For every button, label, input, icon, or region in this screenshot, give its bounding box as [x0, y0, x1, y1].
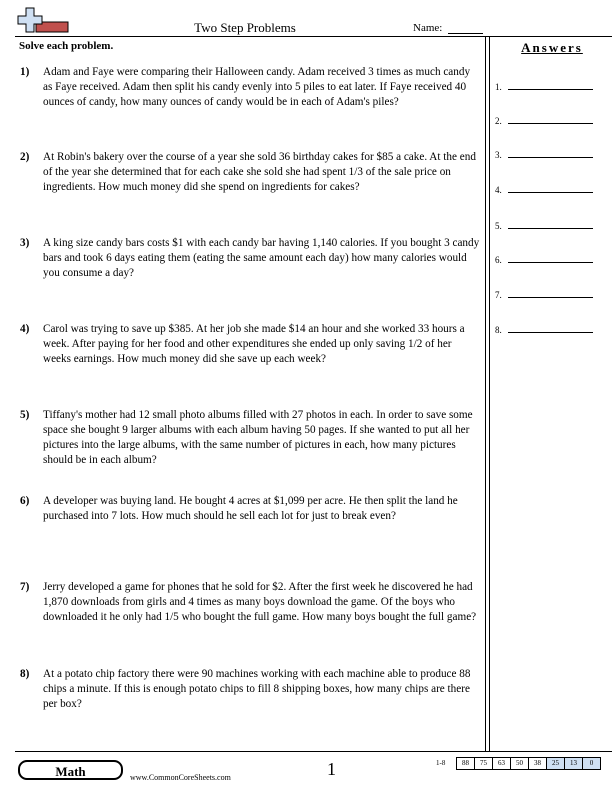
problem-number: 6): [20, 495, 30, 507]
column-divider: [489, 36, 490, 751]
score-cell: 0: [582, 757, 601, 770]
problem-text: Adam and Faye were comparing their Halloween candy. Adam received 3 times as much candy as Faye received. Adam then split his candy evenly into 5 piles to eat later. If Faye received 40 ounces of candy, how many ounces of candy would be in each of Adam's piles?: [43, 66, 471, 108]
header-divider: [15, 36, 612, 37]
problem-2: [20, 150, 480, 195]
website-link[interactable]: www.CommonCoreSheets.com: [130, 773, 231, 782]
instructions: Solve each problem.: [19, 40, 114, 52]
problem-number: 2): [20, 151, 30, 163]
problem-number: 1): [20, 66, 30, 78]
answer-line-6[interactable]: [508, 262, 593, 263]
score-table: [457, 757, 601, 770]
name-label: Name:: [413, 22, 443, 34]
answer-line-8[interactable]: [508, 332, 593, 333]
problem-text: Carol was trying to save up $385. At her job she made $14 an hour and she worked 33 hours a week. After paying for her food and other expenditures she ended up only saving 1/2 of her weeks earnings. How much money did she save up each week?: [43, 323, 465, 365]
problem-text: A developer was buying land. He bought 4 acres at $1,099 per acre. He then split the land he purchased into 7 lots. How much should he sell each lot for just to break even?: [43, 495, 458, 522]
problem-number: 4): [20, 323, 30, 335]
score-cell: 25: [546, 757, 565, 770]
answer-line-1[interactable]: [508, 89, 593, 90]
page-title: Two Step Problems: [194, 20, 296, 35]
column-divider: [485, 36, 486, 751]
problem-text: A king size candy bars costs $1 with each candy bar having 1,140 calories. If you bought 3 candy bars and took 6 days eating them (eating the same amount each day) how many calories would you consume a day?: [43, 237, 480, 279]
problem-7: [20, 580, 480, 625]
problem-text: Tiffany's mother had 12 small photo albums filled with 27 photos in each. In order to save some space she bought 9 larger albums with each album having 50 pages. If she wanted to put all her pictures into the large albums, with the same number of pictures in each, how many pictures should be in each album?: [43, 409, 473, 466]
problem-5: [20, 408, 480, 468]
page-number: 1: [327, 759, 336, 779]
problem-number: 5): [20, 409, 30, 421]
score-cell: 88: [456, 757, 475, 770]
problem-1: [20, 65, 480, 110]
answer-label-2: 2.: [495, 116, 502, 126]
answer-line-5[interactable]: [508, 228, 593, 229]
answer-line-7[interactable]: [508, 297, 593, 298]
problem-text: Jerry developed a game for phones that he sold for $2. After the first week he discovered he had 1,870 downloads from girls and 4 times as many boys download the game. Of the boys who downloaded it he only had 1/5 who bought the full game. How many boys bought the full game?: [43, 581, 477, 623]
problem-4: [20, 322, 480, 367]
answer-line-2[interactable]: [508, 123, 593, 124]
problem-text: At Robin's bakery over the course of a year she sold 36 birthday cakes for $85 a cake. At the end of the year she determined that for each cake she sold she had spent 1/3 of the sale price on ingredients. How much money did she spend on ingredients for cakes?: [43, 151, 476, 193]
answer-line-3[interactable]: [508, 157, 593, 158]
score-cell: 63: [492, 757, 511, 770]
problem-number: 7): [20, 581, 30, 593]
answer-label-3: 3.: [495, 150, 502, 160]
subject-badge: Math: [18, 760, 123, 780]
answer-label-4: 4.: [495, 185, 502, 195]
answers-heading: Answers: [521, 40, 583, 55]
problem-text: At a potato chip factory there were 90 machines working with each machine able to produce 88 chips a minute. If this is enough potato chips to fill 8 shipping boxes, how many chips are there per box?: [43, 668, 471, 710]
problem-number: 8): [20, 668, 30, 680]
answer-label-5: 5.: [495, 221, 502, 231]
answer-label-7: 7.: [495, 290, 502, 300]
problem-3: [20, 236, 480, 281]
answer-label-8: 8.: [495, 325, 502, 335]
score-cell: 13: [564, 757, 583, 770]
problem-8: [20, 667, 480, 712]
problem-number: 3): [20, 237, 30, 249]
score-range-label: 1-8: [436, 759, 446, 767]
score-cell: 50: [510, 757, 529, 770]
problem-6: [20, 494, 480, 524]
footer-divider: [15, 751, 612, 752]
answer-label-1: 1.: [495, 82, 502, 92]
score-cell: 75: [474, 757, 493, 770]
answer-line-4[interactable]: [508, 192, 593, 193]
name-field-line[interactable]: [448, 33, 483, 34]
score-cell: 38: [528, 757, 547, 770]
answer-label-6: 6.: [495, 255, 502, 265]
